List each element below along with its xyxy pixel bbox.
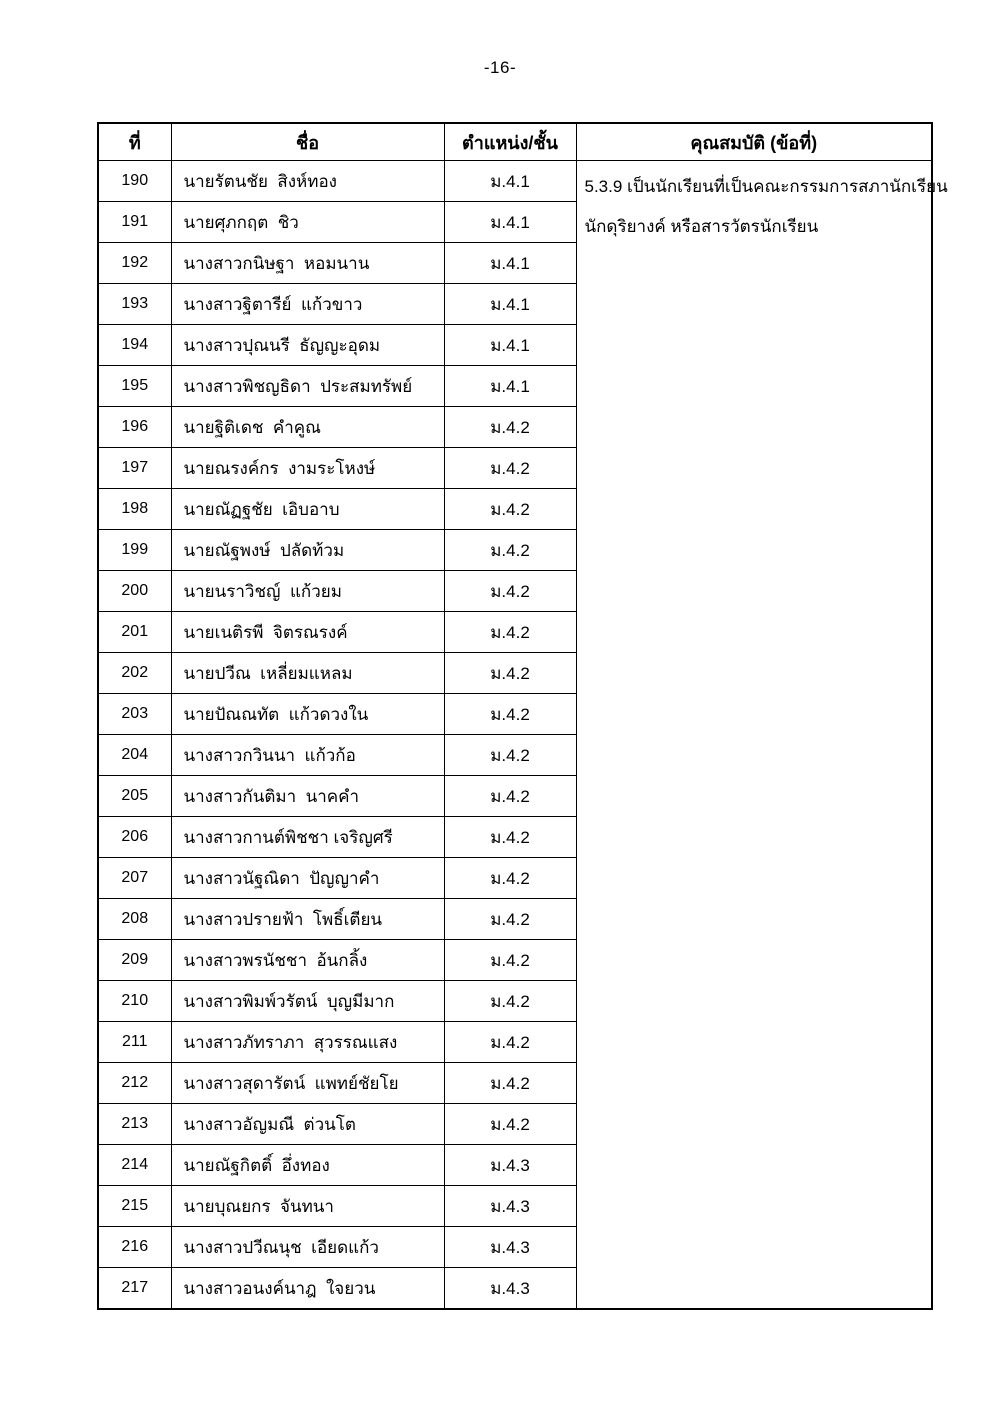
cell-name: นายบุณยกร จันทนา (171, 1186, 444, 1227)
cell-class: ม.4.2 (444, 407, 576, 448)
cell-class: ม.4.3 (444, 1227, 576, 1268)
cell-name: นางสาวปรายฟ้า โพธิ์เตียน (171, 899, 444, 940)
cell-name: นางสาวพรนัชชา อ้นกลิ้ง (171, 940, 444, 981)
header-row (98, 123, 932, 161)
qualification-line-2: นักดุริยางค์ หรือสารวัตรนักเรียน (584, 217, 819, 236)
cell-no: 191 (98, 202, 171, 243)
cell-class: ม.4.2 (444, 1022, 576, 1063)
cell-name: นายศุภกฤต ชิว (171, 202, 444, 243)
cell-name: นายฐิติเดช คำคูณ (171, 407, 444, 448)
cell-no: 215 (98, 1186, 171, 1227)
cell-no: 193 (98, 284, 171, 325)
cell-class: ม.4.1 (444, 366, 576, 407)
cell-class: ม.4.2 (444, 489, 576, 530)
table-body (98, 161, 948, 1310)
cell-class: ม.4.1 (444, 284, 576, 325)
cell-no: 198 (98, 489, 171, 530)
page-number: -16- (483, 58, 517, 77)
cell-no: 209 (98, 940, 171, 981)
col-header-name: ชื่อ (171, 123, 444, 161)
cell-name: นางสาวกวินนา แก้วก้อ (171, 735, 444, 776)
cell-no: 207 (98, 858, 171, 899)
cell-name: นางสาวนัฐณิดา ปัญญาคำ (171, 858, 444, 899)
cell-name: นางสาวกานต์พิชชา เจริญศรี (171, 817, 444, 858)
table-header (98, 123, 932, 161)
cell-no: 208 (98, 899, 171, 940)
cell-class: ม.4.2 (444, 899, 576, 940)
cell-no: 213 (98, 1104, 171, 1145)
cell-name: นางสาวฐิตารีย์ แก้วขาว (171, 284, 444, 325)
cell-class: ม.4.2 (444, 735, 576, 776)
cell-class: ม.4.2 (444, 448, 576, 489)
cell-no: 190 (98, 161, 171, 202)
cell-class: ม.4.2 (444, 776, 576, 817)
cell-no: 192 (98, 243, 171, 284)
table-row (98, 161, 932, 202)
cell-class: ม.4.2 (444, 817, 576, 858)
cell-no: 210 (98, 981, 171, 1022)
cell-no: 194 (98, 325, 171, 366)
cell-name: นายปวีณ เหลี่ยมแหลม (171, 653, 444, 694)
cell-name: นายปัณณทัต แก้วดวงใน (171, 694, 444, 735)
cell-no: 199 (98, 530, 171, 571)
cell-no: 196 (98, 407, 171, 448)
cell-no: 204 (98, 735, 171, 776)
qualification-cell (576, 161, 948, 1310)
col-header-no: ที่ (98, 123, 171, 161)
cell-class: ม.4.2 (444, 981, 576, 1022)
cell-class: ม.4.3 (444, 1268, 576, 1310)
cell-class: ม.4.3 (444, 1145, 576, 1186)
qualification-line-1: 5.3.9 เป็นนักเรียนที่เป็นคณะกรรมการสภานักเรียน (584, 177, 948, 196)
cell-class: ม.4.2 (444, 612, 576, 653)
cell-no: 205 (98, 776, 171, 817)
cell-no: 216 (98, 1227, 171, 1268)
cell-name: นางสาวสุดารัตน์ แพทย์ชัยโย (171, 1063, 444, 1104)
cell-no: 197 (98, 448, 171, 489)
cell-class: ม.4.2 (444, 694, 576, 735)
cell-name: นายรัตนชัย สิงห์ทอง (171, 161, 444, 202)
cell-class: ม.4.1 (444, 161, 576, 202)
cell-name: นายณัฐพงษ์ ปลัดท้วม (171, 530, 444, 571)
cell-no: 206 (98, 817, 171, 858)
cell-class: ม.4.2 (444, 653, 576, 694)
cell-name: นายณัฐกิตติ์ อึ่งทอง (171, 1145, 444, 1186)
cell-no: 200 (98, 571, 171, 612)
cell-no: 202 (98, 653, 171, 694)
cell-class: ม.4.1 (444, 202, 576, 243)
cell-name: นางสาวอัญมณี ต่วนโต (171, 1104, 444, 1145)
cell-no: 212 (98, 1063, 171, 1104)
student-table (97, 122, 948, 1310)
cell-no: 217 (98, 1268, 171, 1310)
cell-name: นางสาวพิมพ์วรัตน์ บุญมีมาก (171, 981, 444, 1022)
cell-name: นางสาวพิชญธิดา ประสมทรัพย์ (171, 366, 444, 407)
cell-class: ม.4.3 (444, 1186, 576, 1227)
cell-class: ม.4.2 (444, 1104, 576, 1145)
cell-class: ม.4.2 (444, 1063, 576, 1104)
cell-class: ม.4.2 (444, 858, 576, 899)
col-header-qualification: คุณสมบัติ (ข้อที่) (576, 123, 932, 161)
cell-name: นายณรงค์กร งามระโหงษ์ (171, 448, 444, 489)
cell-name: นางสาวกันติมา นาคคำ (171, 776, 444, 817)
cell-no: 195 (98, 366, 171, 407)
cell-name: นางสาวภัทราภา สุวรรณแสง (171, 1022, 444, 1063)
cell-name: นางสาวกนิษฐา หอมนาน (171, 243, 444, 284)
cell-name: นายเนติรพี จิตรณรงค์ (171, 612, 444, 653)
cell-name: นางสาวอนงค์นาฎ ใจยวน (171, 1268, 444, 1310)
cell-no: 203 (98, 694, 171, 735)
cell-name: นางสาวปุณนรี ธัญญะอุดม (171, 325, 444, 366)
cell-name: นายนราวิชญ์ แก้วยม (171, 571, 444, 612)
cell-class: ม.4.1 (444, 325, 576, 366)
col-header-class: ตำแหน่ง/ชั้น (444, 123, 576, 161)
cell-name: นายณัฏฐชัย เอิบอาบ (171, 489, 444, 530)
cell-no: 201 (98, 612, 171, 653)
cell-no: 214 (98, 1145, 171, 1186)
cell-class: ม.4.2 (444, 530, 576, 571)
cell-class: ม.4.2 (444, 571, 576, 612)
cell-no: 211 (98, 1022, 171, 1063)
cell-class: ม.4.2 (444, 940, 576, 981)
cell-class: ม.4.1 (444, 243, 576, 284)
cell-name: นางสาวปวีณนุช เอียดแก้ว (171, 1227, 444, 1268)
